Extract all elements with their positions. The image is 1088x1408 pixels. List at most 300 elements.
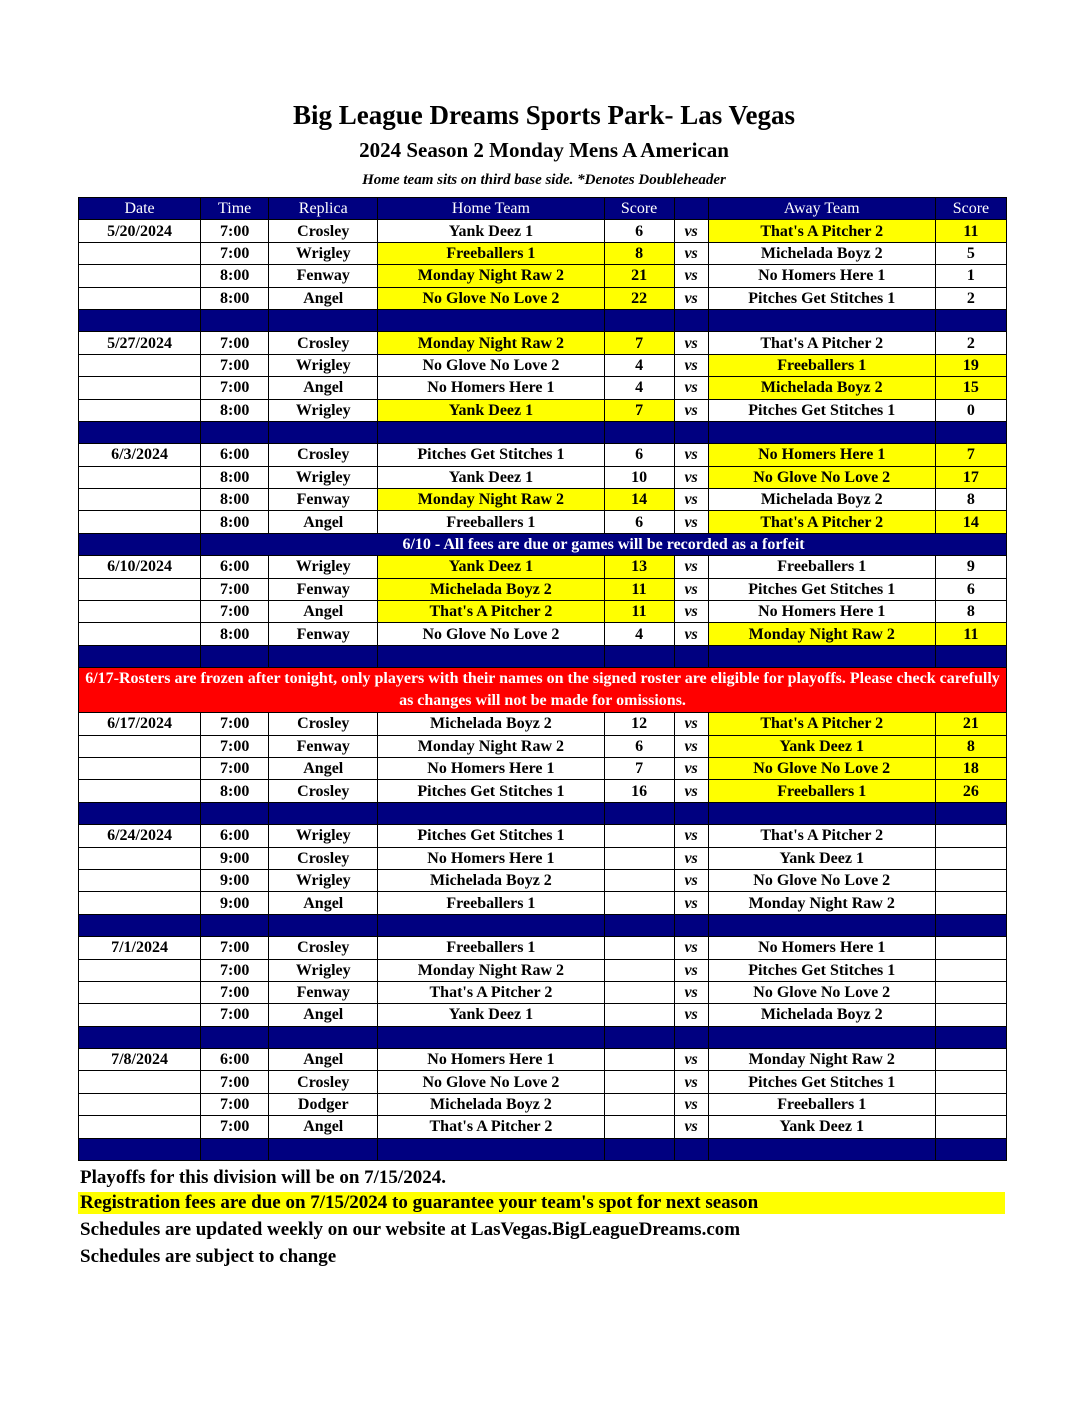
- vs-label: vs: [674, 556, 708, 578]
- game-row: [79, 399, 1007, 421]
- game-time: 7:00: [201, 1004, 269, 1026]
- away-team: Monday Night Raw 2: [708, 623, 935, 645]
- game-replica: Wrigley: [269, 959, 378, 981]
- separator-cell: [201, 645, 269, 667]
- game-replica: Angel: [269, 511, 378, 533]
- game-replica: Wrigley: [269, 242, 378, 264]
- home-team: Yank Deez 1: [378, 466, 604, 488]
- game-row: [79, 757, 1007, 779]
- away-team: No Glove No Love 2: [708, 869, 935, 891]
- home-team: No Glove No Love 2: [378, 1071, 604, 1093]
- vs-label: vs: [674, 578, 708, 600]
- away-score: 14: [935, 511, 1006, 533]
- separator-cell: [604, 421, 674, 443]
- vs-label: vs: [674, 959, 708, 981]
- away-team: That's A Pitcher 2: [708, 511, 935, 533]
- home-team-note: Home team sits on third base side. *Denotes Doubleheader: [362, 172, 726, 188]
- separator-cell: [674, 421, 708, 443]
- away-team: That's A Pitcher 2: [708, 825, 935, 847]
- away-team: No Glove No Love 2: [708, 466, 935, 488]
- game-date: [79, 511, 201, 533]
- game-row: [79, 1093, 1007, 1115]
- home-score: [604, 1093, 674, 1115]
- separator-cell: [378, 914, 604, 936]
- away-team: No Glove No Love 2: [708, 757, 935, 779]
- home-team: No Glove No Love 2: [378, 623, 604, 645]
- away-team: That's A Pitcher 2: [708, 713, 935, 735]
- home-team: Pitches Get Stitches 1: [378, 780, 604, 802]
- separator-cell: [378, 645, 604, 667]
- vs-label: vs: [674, 1049, 708, 1071]
- separator-cell: [269, 1026, 378, 1048]
- away-score: [935, 892, 1006, 914]
- game-time: 7:00: [201, 332, 269, 354]
- home-team: Freeballers 1: [378, 511, 604, 533]
- home-score: [604, 1071, 674, 1093]
- away-score: [935, 1116, 1006, 1138]
- game-date: 5/20/2024: [79, 220, 201, 242]
- game-time: 8:00: [201, 511, 269, 533]
- game-replica: Angel: [269, 1049, 378, 1071]
- game-time: 7:00: [201, 959, 269, 981]
- away-score: 7: [935, 444, 1006, 466]
- schedule-body: [79, 220, 1007, 1161]
- home-score: 16: [604, 780, 674, 802]
- vs-label: vs: [674, 601, 708, 623]
- away-team: Freeballers 1: [708, 354, 935, 376]
- roster-warning-row: [79, 668, 1007, 713]
- game-time: 8:00: [201, 780, 269, 802]
- fee-notice: 6/10 - All fees are due or games will be recorded as a forfeit: [201, 533, 1007, 555]
- away-score: 2: [935, 332, 1006, 354]
- game-replica: Wrigley: [269, 354, 378, 376]
- game-date: [79, 892, 201, 914]
- away-team: Pitches Get Stitches 1: [708, 578, 935, 600]
- game-time: 7:00: [201, 1071, 269, 1093]
- home-team: That's A Pitcher 2: [378, 1116, 604, 1138]
- game-row: [79, 735, 1007, 757]
- separator-cell: [201, 421, 269, 443]
- game-replica: Crosley: [269, 444, 378, 466]
- away-team: Pitches Get Stitches 1: [708, 1071, 935, 1093]
- away-score: [935, 1071, 1006, 1093]
- separator-cell: [935, 1026, 1006, 1048]
- game-date: [79, 869, 201, 891]
- game-replica: Wrigley: [269, 869, 378, 891]
- game-time: 9:00: [201, 847, 269, 869]
- vs-label: vs: [674, 937, 708, 959]
- game-time: 8:00: [201, 399, 269, 421]
- home-score: [604, 1049, 674, 1071]
- away-team: That's A Pitcher 2: [708, 332, 935, 354]
- home-team: Yank Deez 1: [378, 556, 604, 578]
- away-team: Yank Deez 1: [708, 847, 935, 869]
- game-time: 7:00: [201, 578, 269, 600]
- game-row: [79, 959, 1007, 981]
- vs-label: vs: [674, 1116, 708, 1138]
- game-row: [79, 265, 1007, 287]
- away-score: 15: [935, 377, 1006, 399]
- away-score: 18: [935, 757, 1006, 779]
- table-header-row: [79, 198, 1007, 220]
- vs-label: vs: [674, 377, 708, 399]
- separator-cell: [674, 914, 708, 936]
- game-replica: Angel: [269, 1004, 378, 1026]
- separator-cell: [935, 802, 1006, 824]
- game-row: [79, 825, 1007, 847]
- col-header-date: Date: [79, 198, 201, 220]
- vs-label: vs: [674, 399, 708, 421]
- playoffs-note: Playoffs for this division will be on 7/15/2024.: [80, 1167, 446, 1188]
- separator-row: [79, 645, 1007, 667]
- home-team: No Glove No Love 2: [378, 354, 604, 376]
- game-time: 8:00: [201, 265, 269, 287]
- separator-cell: [79, 802, 201, 824]
- away-score: 21: [935, 713, 1006, 735]
- home-team: Pitches Get Stitches 1: [378, 444, 604, 466]
- vs-label: vs: [674, 444, 708, 466]
- vs-label: vs: [674, 713, 708, 735]
- home-score: [604, 1004, 674, 1026]
- game-date: 5/27/2024: [79, 332, 201, 354]
- game-time: 6:00: [201, 556, 269, 578]
- away-score: 11: [935, 220, 1006, 242]
- separator-cell: [708, 914, 935, 936]
- separator-cell: [708, 1026, 935, 1048]
- separator-cell: [935, 645, 1006, 667]
- fee-notice-blank: [79, 533, 201, 555]
- col-header-home-score: Score: [604, 198, 674, 220]
- home-team: Yank Deez 1: [378, 1004, 604, 1026]
- home-score: 7: [604, 757, 674, 779]
- separator-cell: [604, 1026, 674, 1048]
- game-replica: Wrigley: [269, 556, 378, 578]
- game-replica: Crosley: [269, 1071, 378, 1093]
- home-team: Monday Night Raw 2: [378, 959, 604, 981]
- game-date: [79, 1004, 201, 1026]
- home-score: [604, 892, 674, 914]
- game-time: 8:00: [201, 489, 269, 511]
- separator-cell: [604, 645, 674, 667]
- away-score: 9: [935, 556, 1006, 578]
- away-score: [935, 981, 1006, 1003]
- home-score: [604, 937, 674, 959]
- game-replica: Angel: [269, 601, 378, 623]
- game-replica: Dodger: [269, 1093, 378, 1115]
- game-time: 6:00: [201, 444, 269, 466]
- away-team: Freeballers 1: [708, 780, 935, 802]
- game-replica: Crosley: [269, 713, 378, 735]
- game-time: 7:00: [201, 601, 269, 623]
- game-time: 6:00: [201, 1049, 269, 1071]
- home-score: 21: [604, 265, 674, 287]
- vs-label: vs: [674, 1093, 708, 1115]
- home-score: [604, 1116, 674, 1138]
- separator-cell: [674, 802, 708, 824]
- game-replica: Crosley: [269, 332, 378, 354]
- away-score: 8: [935, 489, 1006, 511]
- game-row: [79, 1116, 1007, 1138]
- separator-cell: [935, 309, 1006, 331]
- game-date: [79, 981, 201, 1003]
- away-team: Michelada Boyz 2: [708, 489, 935, 511]
- separator-cell: [604, 914, 674, 936]
- game-time: 9:00: [201, 869, 269, 891]
- vs-label: vs: [674, 287, 708, 309]
- game-row: [79, 780, 1007, 802]
- vs-label: vs: [674, 757, 708, 779]
- home-score: 14: [604, 489, 674, 511]
- vs-label: vs: [674, 780, 708, 802]
- away-team: Yank Deez 1: [708, 735, 935, 757]
- game-date: [79, 489, 201, 511]
- separator-cell: [708, 1138, 935, 1160]
- game-row: [79, 287, 1007, 309]
- game-row: [79, 444, 1007, 466]
- away-team: No Homers Here 1: [708, 937, 935, 959]
- separator-row: [79, 309, 1007, 331]
- game-replica: Fenway: [269, 981, 378, 1003]
- game-time: 7:00: [201, 220, 269, 242]
- vs-label: vs: [674, 1004, 708, 1026]
- vs-label: vs: [674, 265, 708, 287]
- separator-cell: [378, 421, 604, 443]
- game-replica: Crosley: [269, 937, 378, 959]
- home-score: 4: [604, 377, 674, 399]
- away-score: 26: [935, 780, 1006, 802]
- separator-cell: [201, 1138, 269, 1160]
- separator-cell: [201, 1026, 269, 1048]
- home-team: Michelada Boyz 2: [378, 1093, 604, 1115]
- home-score: 11: [604, 578, 674, 600]
- home-score: 6: [604, 735, 674, 757]
- away-team: Freeballers 1: [708, 556, 935, 578]
- game-row: [79, 892, 1007, 914]
- separator-cell: [674, 645, 708, 667]
- vs-label: vs: [674, 332, 708, 354]
- away-score: [935, 1093, 1006, 1115]
- game-time: 7:00: [201, 242, 269, 264]
- game-date: [79, 623, 201, 645]
- roster-warning: 6/17-Rosters are frozen after tonight, only players with their names on the signed roster are eligible for playoffs. Please check carefully as changes will not be made for omissions.: [79, 668, 1007, 713]
- separator-cell: [935, 421, 1006, 443]
- separator-cell: [708, 421, 935, 443]
- away-score: [935, 1004, 1006, 1026]
- home-score: 7: [604, 332, 674, 354]
- home-team: No Homers Here 1: [378, 1049, 604, 1071]
- game-time: 7:00: [201, 377, 269, 399]
- game-date: [79, 601, 201, 623]
- game-replica: Crosley: [269, 780, 378, 802]
- registration-note: Registration fees are due on 7/15/2024 to guarantee your team's spot for next season: [78, 1192, 1005, 1214]
- vs-label: vs: [674, 735, 708, 757]
- game-date: [79, 780, 201, 802]
- game-row: [79, 869, 1007, 891]
- game-time: 6:00: [201, 825, 269, 847]
- away-team: No Homers Here 1: [708, 444, 935, 466]
- game-date: 6/17/2024: [79, 713, 201, 735]
- game-row: [79, 220, 1007, 242]
- separator-cell: [674, 1138, 708, 1160]
- away-team: Monday Night Raw 2: [708, 1049, 935, 1071]
- separator-cell: [378, 1026, 604, 1048]
- game-time: 8:00: [201, 287, 269, 309]
- game-time: 8:00: [201, 623, 269, 645]
- home-team: Pitches Get Stitches 1: [378, 825, 604, 847]
- home-team: Freeballers 1: [378, 242, 604, 264]
- home-score: 12: [604, 713, 674, 735]
- away-score: 5: [935, 242, 1006, 264]
- game-row: [79, 332, 1007, 354]
- away-score: 17: [935, 466, 1006, 488]
- away-score: 6: [935, 578, 1006, 600]
- home-team: Michelada Boyz 2: [378, 578, 604, 600]
- home-score: 4: [604, 354, 674, 376]
- home-score: 11: [604, 601, 674, 623]
- game-row: [79, 981, 1007, 1003]
- game-date: [79, 959, 201, 981]
- separator-cell: [604, 309, 674, 331]
- separator-cell: [269, 802, 378, 824]
- away-score: [935, 825, 1006, 847]
- game-replica: Fenway: [269, 735, 378, 757]
- separator-cell: [935, 1138, 1006, 1160]
- away-team: Michelada Boyz 2: [708, 242, 935, 264]
- game-date: [79, 466, 201, 488]
- separator-cell: [269, 421, 378, 443]
- game-row: [79, 847, 1007, 869]
- away-team: Michelada Boyz 2: [708, 1004, 935, 1026]
- game-date: [79, 1071, 201, 1093]
- home-score: 10: [604, 466, 674, 488]
- vs-label: vs: [674, 242, 708, 264]
- separator-cell: [378, 1138, 604, 1160]
- game-row: [79, 489, 1007, 511]
- separator-cell: [269, 645, 378, 667]
- home-score: 7: [604, 399, 674, 421]
- game-date: [79, 265, 201, 287]
- game-replica: Fenway: [269, 489, 378, 511]
- game-time: 7:00: [201, 757, 269, 779]
- home-team: Monday Night Raw 2: [378, 735, 604, 757]
- home-team: That's A Pitcher 2: [378, 601, 604, 623]
- vs-label: vs: [674, 981, 708, 1003]
- game-date: [79, 578, 201, 600]
- game-replica: Fenway: [269, 623, 378, 645]
- separator-cell: [79, 1138, 201, 1160]
- game-row: [79, 511, 1007, 533]
- separator-cell: [269, 914, 378, 936]
- game-row: [79, 713, 1007, 735]
- game-date: 6/10/2024: [79, 556, 201, 578]
- game-row: [79, 1049, 1007, 1071]
- home-score: 4: [604, 623, 674, 645]
- game-time: 7:00: [201, 981, 269, 1003]
- game-replica: Angel: [269, 1116, 378, 1138]
- game-replica: Angel: [269, 892, 378, 914]
- home-score: 22: [604, 287, 674, 309]
- game-row: [79, 578, 1007, 600]
- home-score: 6: [604, 220, 674, 242]
- home-team: Monday Night Raw 2: [378, 332, 604, 354]
- vs-label: vs: [674, 869, 708, 891]
- game-replica: Wrigley: [269, 399, 378, 421]
- game-replica: Fenway: [269, 265, 378, 287]
- game-date: [79, 1116, 201, 1138]
- col-header-home-team: Home Team: [378, 198, 604, 220]
- col-header-away-team: Away Team: [708, 198, 935, 220]
- home-score: [604, 869, 674, 891]
- away-score: [935, 1049, 1006, 1071]
- separator-row: [79, 914, 1007, 936]
- game-date: 7/8/2024: [79, 1049, 201, 1071]
- vs-label: vs: [674, 511, 708, 533]
- game-date: [79, 242, 201, 264]
- home-team: Freeballers 1: [378, 937, 604, 959]
- game-replica: Wrigley: [269, 466, 378, 488]
- separator-cell: [201, 309, 269, 331]
- col-header-vs: [674, 198, 708, 220]
- vs-label: vs: [674, 825, 708, 847]
- game-time: 7:00: [201, 735, 269, 757]
- game-row: [79, 1071, 1007, 1093]
- away-team: Monday Night Raw 2: [708, 892, 935, 914]
- game-replica: Crosley: [269, 220, 378, 242]
- home-team: No Homers Here 1: [378, 847, 604, 869]
- col-header-time: Time: [201, 198, 269, 220]
- game-time: 8:00: [201, 466, 269, 488]
- away-score: 8: [935, 601, 1006, 623]
- away-score: 2: [935, 287, 1006, 309]
- away-team: Pitches Get Stitches 1: [708, 399, 935, 421]
- separator-cell: [201, 802, 269, 824]
- game-date: [79, 354, 201, 376]
- separator-row: [79, 1026, 1007, 1048]
- away-score: [935, 959, 1006, 981]
- game-date: 6/24/2024: [79, 825, 201, 847]
- game-date: [79, 757, 201, 779]
- home-score: 13: [604, 556, 674, 578]
- separator-cell: [708, 645, 935, 667]
- game-date: [79, 847, 201, 869]
- away-score: [935, 869, 1006, 891]
- away-score: 8: [935, 735, 1006, 757]
- separator-cell: [378, 309, 604, 331]
- separator-cell: [79, 309, 201, 331]
- vs-label: vs: [674, 354, 708, 376]
- game-row: [79, 623, 1007, 645]
- away-team: Pitches Get Stitches 1: [708, 959, 935, 981]
- game-row: [79, 354, 1007, 376]
- home-team: Yank Deez 1: [378, 399, 604, 421]
- game-time: 7:00: [201, 354, 269, 376]
- away-team: Freeballers 1: [708, 1093, 935, 1115]
- separator-cell: [378, 802, 604, 824]
- game-date: [79, 377, 201, 399]
- game-replica: Angel: [269, 287, 378, 309]
- separator-row: [79, 802, 1007, 824]
- separator-cell: [79, 1026, 201, 1048]
- vs-label: vs: [674, 623, 708, 645]
- game-replica: Angel: [269, 757, 378, 779]
- away-score: 0: [935, 399, 1006, 421]
- separator-cell: [674, 309, 708, 331]
- home-score: [604, 825, 674, 847]
- game-row: [79, 937, 1007, 959]
- subject-note: Schedules are subject to change: [80, 1246, 337, 1267]
- fee-notice-row: [79, 533, 1007, 555]
- game-time: 7:00: [201, 713, 269, 735]
